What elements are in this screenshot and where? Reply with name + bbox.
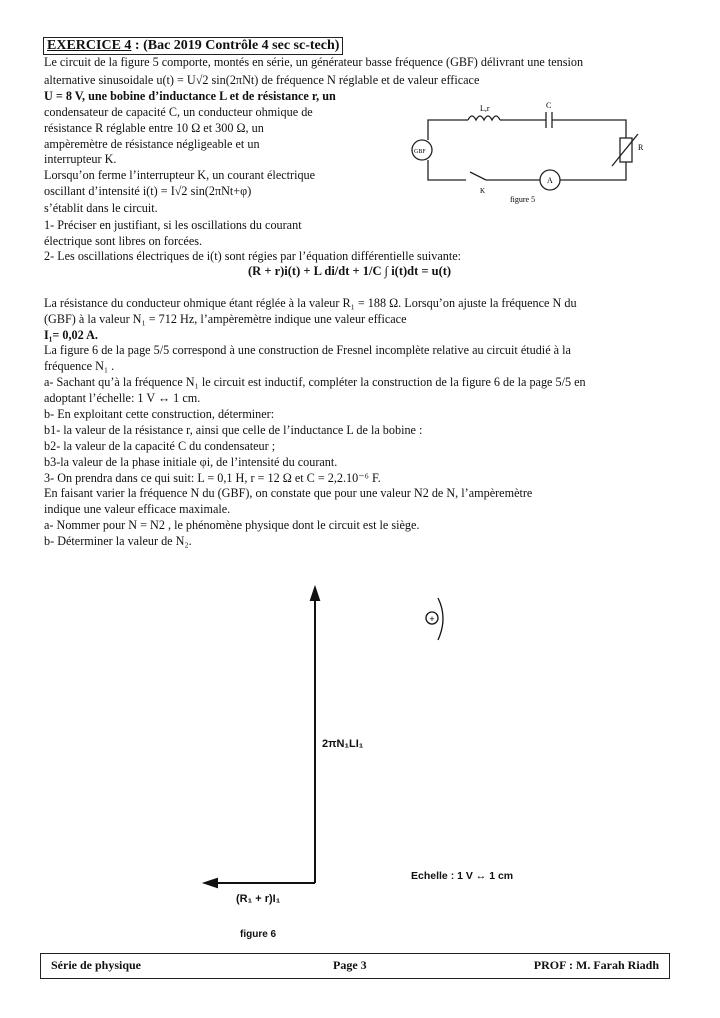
text-line: oscillant d’intensité i(t) = I√2 sin(2πNt+φ) [44,184,252,198]
footer-series: Série de physique [51,958,142,972]
text-line: condensateur de capacité C, un conducteur ohmique de [44,105,313,119]
figure-5-label: figure 5 [510,195,536,204]
text-line: La figure 6 de la page 5/5 correspond à une construction de Fresnel incomplète relative au circuit étudié à la [44,343,571,357]
text-line: (GBF) à la valeur N₁ = 712 Hz, l’ampèremètre indique une valeur efficace [44,312,407,326]
page-footer [40,953,670,979]
question-3a: a- Nommer pour N = N2 , le phénomène physique dont le circuit est le siège. [44,518,420,532]
horizontal-vector-label: (R₁ + r)I₁ [236,893,281,905]
footer-author: PROF : M. Farah Riadh [533,958,659,972]
text-line: indique une valeur efficace maximale. [44,502,231,516]
question-3b: b- Déterminer la valeur de N₂. [44,534,192,548]
question-1: 1- Préciser en justifiant, si les oscillations du courant [44,218,302,232]
text-line: interrupteur K. [44,152,117,166]
scale-label: Echelle : 1 V ↔ 1 cm [411,870,514,882]
text-line: I₁= 0,02 A. [44,328,98,342]
capacitor-label: C [546,101,552,110]
text-line: adoptant l’échelle: 1 V ↔ 1 cm. [44,391,201,405]
question-2a: a- Sachant qu’à la fréquence N₁ le circuit est inductif, compléter la construction de la figure 6 de la page 5/5 en [44,375,586,389]
switch-label: K [480,187,486,195]
footer-page: Page 3 [333,958,367,972]
rotation-symbol: + [429,614,435,624]
text-line: ampèremètre de résistance négligeable et un [44,137,260,151]
text-line: alternative sinusoidale u(t) = U√2 sin(2πNt) de fréquence N réglable et de valeur efficace [44,73,480,87]
coil-label: L,r [480,104,490,113]
question-2: 2- Les oscillations électriques de i(t) sont régies par l’équation différentielle suivante: [44,249,462,263]
question-b1: b1- la valeur de la résistance r, ainsi que celle de l’inductance L de la bobine : [44,423,423,437]
text-line: électrique sont libres on forcées. [44,234,203,248]
text-line: U = 8 V, une bobine d’inductance L et de résistance r, un [44,89,336,103]
text-line: fréquence N₁ . [44,359,115,373]
text-line: Le circuit de la figure 5 comporte, montés en série, un générateur basse fréquence (GBF) délivrant une tension [44,55,584,69]
question-3: 3- On prendra dans ce qui suit: L = 0,1 H, r = 12 Ω et C = 2,2.10⁻⁶ F. [44,471,381,485]
question-2b: b- En exploitant cette construction, déterminer: [44,407,275,421]
ammeter-label: A [547,176,553,185]
generator-label: GBF [414,149,426,155]
text-line: En faisant varier la fréquence N du (GBF), on constate que pour une valeur N2 de N, l’ampèremètre [44,486,533,500]
text-line: s’établit dans le circuit. [44,201,158,215]
exercise-title: EXERCICE 4 : (Bac 2019 Contrôle 4 sec sc-tech) [43,37,343,55]
figure-6-label: figure 6 [240,929,277,940]
question-b3: b3-la valeur de la phase initiale φi, de l’intensité du courant. [44,455,338,469]
text-line: Lorsqu’on ferme l’interrupteur K, un courant électrique [44,168,316,182]
text-line: résistance R réglable entre 10 Ω et 300 Ω, un [44,121,264,135]
vertical-vector-label: 2πN₁LI₁ [322,738,364,750]
resistor-label: R [638,143,644,152]
differential-equation: (R + r)i(t) + L di/dt + 1/C ∫ i(t)dt = u(t) [248,264,452,278]
text-line: La résistance du conducteur ohmique étant réglée à la valeur R₁ = 188 Ω. Lorsqu’on ajuste la fréquence N du [44,296,577,310]
circuit-diagram [398,100,658,210]
question-b2: b2- la valeur de la capacité C du condensateur ; [44,439,276,453]
